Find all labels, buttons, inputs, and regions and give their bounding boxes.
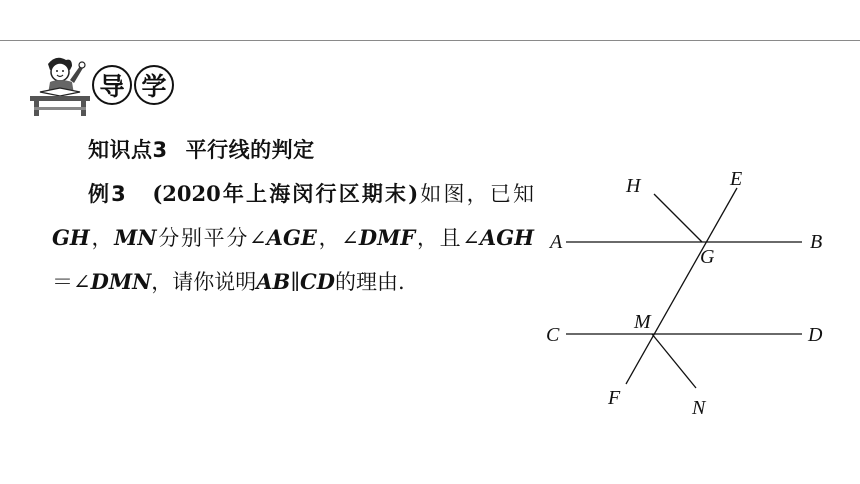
geometry-term: AGE [266,225,317,250]
problem-text: ∥ [290,270,301,294]
geometry-term: MN [114,225,157,250]
example-source: (2020年上海闵行区期末) [152,181,419,206]
geometry-term: DMF [358,225,416,250]
example-problem [52,172,534,304]
example-label: 例3 [88,182,126,206]
geometry-term: DMN [90,269,152,294]
ray-gh [654,194,702,242]
problem-text: ，∠ [316,226,359,250]
line-ef [626,188,737,384]
problem-text: ，请你说明 [151,270,257,294]
char-badge-xue: 学 [134,65,174,105]
geometry-term: AB [256,269,291,294]
top-divider [0,40,860,41]
problem-text: ＝∠ [52,270,91,294]
ray-mn [652,334,696,388]
point-label-b: B [810,231,823,253]
knowledge-point-title: 平行线的判定 [185,138,315,162]
geometry-figure [540,158,840,428]
point-label-a: A [550,231,563,253]
point-label-d: D [808,324,823,346]
knowledge-point-label: 知识点3 [88,138,168,162]
point-label-c: C [546,324,560,346]
point-label-n: N [692,397,706,419]
problem-text: 分别平分∠ [156,226,267,250]
problem-text: 的理由. [334,270,405,294]
point-label-h: H [626,175,641,197]
point-label-m: M [634,311,651,333]
point-label-e: E [730,168,743,190]
problem-text: ， [89,226,115,250]
problem-text: ，且∠ [415,226,480,250]
geometry-term: GH [52,225,90,250]
student-at-desk-icon [26,52,94,118]
geometry-term: AGH [479,225,534,250]
problem-text: 如图，已知 [418,182,534,206]
point-label-f: F [608,387,621,409]
section-heading [88,134,315,164]
char-badge-dao: 导 [92,65,132,105]
section-banner [26,50,174,120]
point-label-g: G [700,246,715,268]
geometry-term: CD [300,269,335,294]
